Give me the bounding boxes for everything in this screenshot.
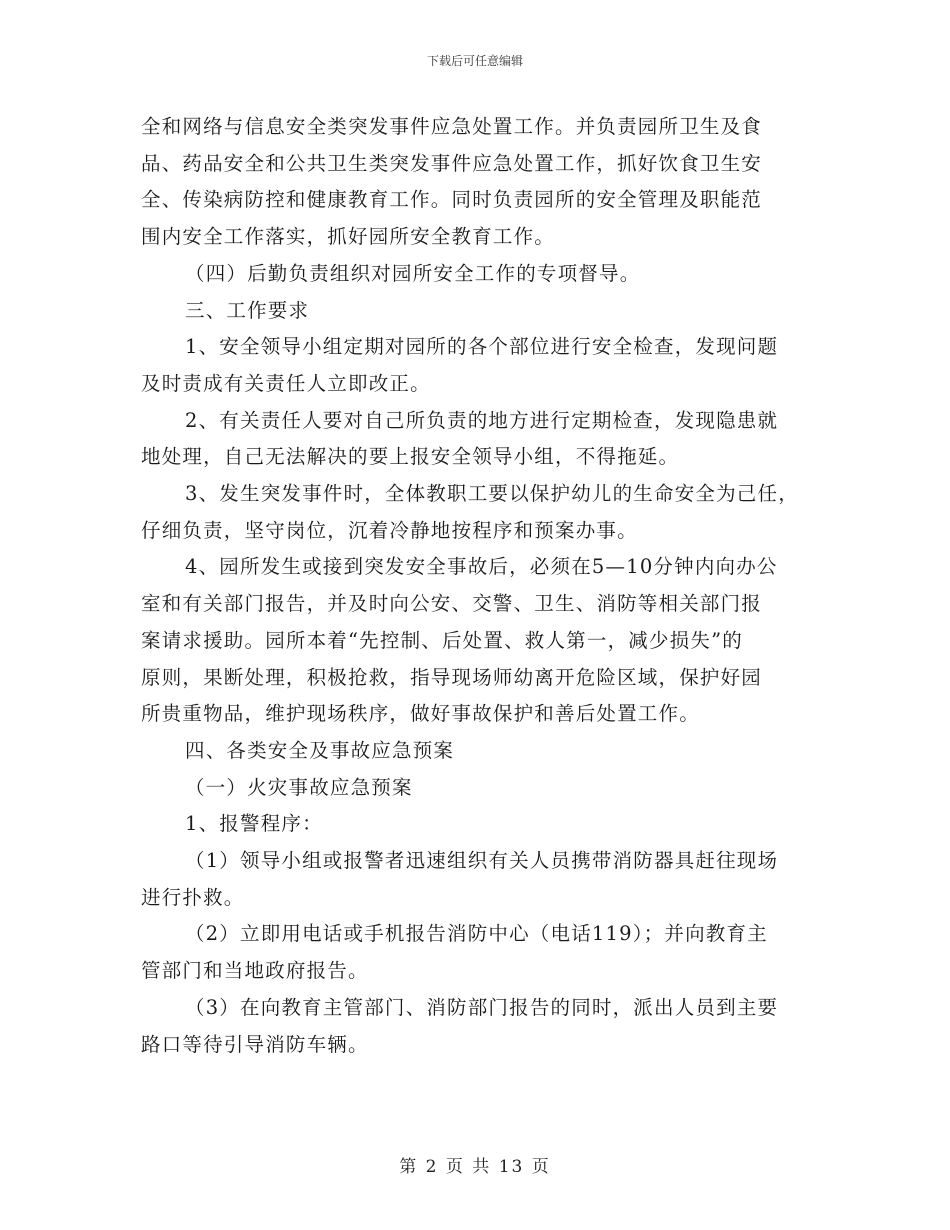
text-line: （3）在向教育主管部门、消防部门报告的同时，派出人员到主要	[185, 995, 779, 1019]
text-line: 仔细负责，坚守岗位，沉着冷静地按程序和预案办事。	[141, 518, 638, 542]
text-line: 案请求援助。园所本着“先控制、后处置、救人第一，减少损失”的	[141, 628, 743, 652]
text-line: （1）领导小组或报警者迅速组织有关人员携带消防器具赶往现场	[185, 849, 779, 873]
text-line: （四）后勤负责组织对园所安全工作的专项督导。	[185, 261, 641, 285]
text-line: 原则，果断处理，积极抢救，指导现场师幼离开危险区域，保护好园	[141, 665, 763, 689]
text-line: 品、药品安全和公共卫生类突发事件应急处置工作，抓好饮食卫生安	[141, 151, 763, 175]
text-line: 路口等待引导消防车辆。	[141, 1032, 369, 1056]
text-line: 进行扑救。	[141, 885, 245, 909]
text-line: 所贵重物品，维护现场秩序，做好事故保护和善后处置工作。	[141, 702, 700, 726]
text-line: 1、安全领导小组定期对园所的各个部位进行安全检查，发现问题	[185, 335, 779, 359]
text-line: 1、报警程序：	[185, 812, 323, 836]
text-line: 全和网络与信息安全类突发事件应急处置工作。并负责园所卫生及食	[141, 115, 763, 138]
text-line: （2）立即用电话或手机报告消防中心（电话119）；并向教育主	[185, 922, 768, 946]
text-line: 围内安全工作落实，抓好园所安全教育工作。	[141, 225, 556, 249]
text-line: 全、传染病防控和健康教育工作。同时负责园所的安全管理及职能范	[141, 188, 763, 212]
section-heading: 三、工作要求	[185, 298, 310, 322]
subsection-heading: （一）火灾事故应急预案	[185, 775, 413, 799]
page-number-footer: 第 2 页 共 13 页	[399, 1157, 551, 1177]
text-line: 3、发生突发事件时，全体教职工要以保护幼儿的生命安全为己任，	[185, 482, 799, 506]
document-body	[141, 109, 821, 1063]
section-heading: 四、各类安全及事故应急预案	[185, 738, 455, 762]
text-line: 4、园所发生或接到突发安全事故后，必须在5—10分钟内向办公	[185, 555, 778, 579]
text-line: 及时责成有关责任人立即改正。	[141, 371, 431, 395]
page-header-note: 下载后可任意编辑	[426, 54, 523, 68]
text-line: 地处理，自己无法解决的要上报安全领导小组，不得拖延。	[141, 445, 680, 469]
text-line: 室和有关部门报告，并及时向公安、交警、卫生、消防等相关部门报	[141, 592, 763, 616]
text-line: 管部门和当地政府报告。	[141, 959, 369, 983]
text-line: 2、有关责任人要对自己所负责的地方进行定期检查，发现隐患就	[185, 408, 779, 432]
